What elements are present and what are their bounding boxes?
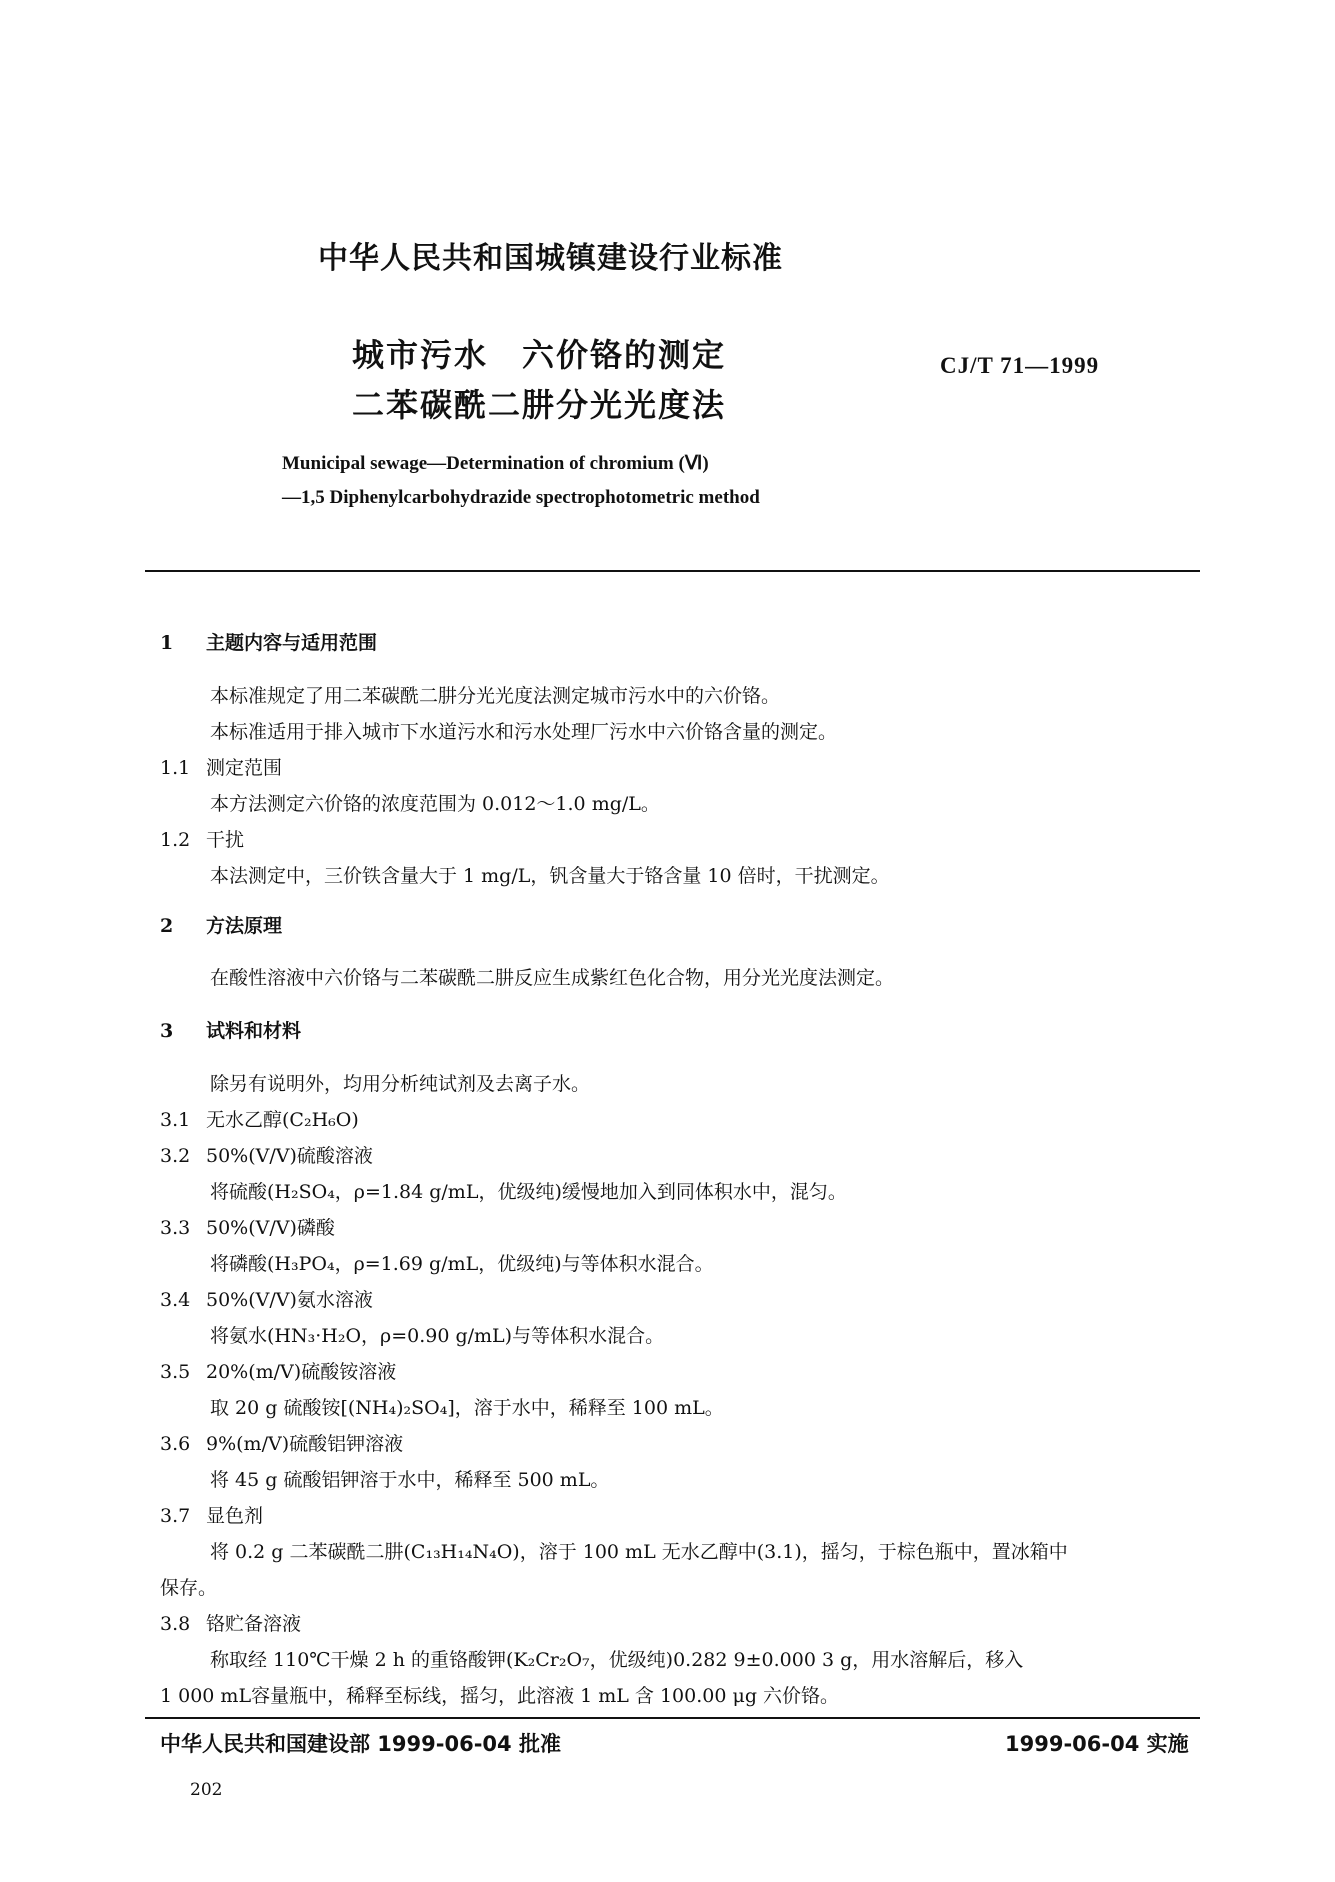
paragraph: 将氨水(HN₃·H₂O，ρ=0.90 g/mL)与等体积水混合。 (210, 1325, 665, 1347)
subsection-3-6-heading (160, 1429, 403, 1456)
paragraph: 称取经 110℃干燥 2 h 的重铬酸钾(K₂Cr₂O₇，优级纯)0.282 9±0.000 3 g，用水溶解后，移入 (210, 1649, 1024, 1671)
section-title: 主题内容与适用范围 (206, 632, 378, 654)
title-line-2: 二苯碳酰二肼分光光度法 (352, 386, 727, 424)
subsection-3-7-heading (160, 1501, 263, 1528)
paragraph: 本法测定中，三价铁含量大于 1 mg/L，钒含量大于铬含量 10 倍时，干扰测定。 (210, 865, 890, 887)
paragraph: 本方法测定六价铬的浓度范围为 0.012～1.0 mg/L。 (210, 793, 660, 815)
subsection-3-8-heading (160, 1609, 301, 1636)
section-title: 50%(V/V)磷酸 (206, 1217, 335, 1239)
title-line-1: 城市污水 六价铬的测定 (352, 336, 727, 374)
section-number: 3.1 (160, 1109, 191, 1131)
english-title-line-2: —1,5 Diphenylcarbohydrazide spectrophotometric method (282, 487, 760, 508)
section-number: 3.3 (160, 1217, 191, 1239)
section-number: 3.2 (160, 1145, 191, 1167)
section-number: 3.7 (160, 1505, 191, 1527)
section-number: 3.8 (160, 1613, 191, 1635)
paragraph: 将硫酸(H₂SO₄，ρ=1.84 g/mL，优级纯)缓慢地加入到同体积水中，混匀。 (210, 1181, 847, 1203)
paragraph: 本标准规定了用二苯碳酰二肼分光光度法测定城市污水中的六价铬。 (210, 685, 781, 707)
subsection-1-2-heading (160, 825, 244, 852)
paragraph: 本标准适用于排入城市下水道污水和污水处理厂污水中六价铬含量的测定。 (210, 721, 838, 743)
paragraph-continuation: 保存。 (160, 1577, 218, 1599)
subsection-3-5-heading (160, 1357, 396, 1384)
standard-code: CJ/T 71—1999 (940, 353, 1100, 378)
section-title: 50%(V/V)硫酸溶液 (206, 1145, 373, 1167)
paragraph: 将磷酸(H₃PO₄，ρ=1.69 g/mL，优级纯)与等体积水混合。 (210, 1253, 714, 1275)
section-title: 9%(m/V)硫酸铝钾溶液 (206, 1433, 404, 1455)
section-title: 20%(m/V)硫酸铵溶液 (206, 1361, 397, 1383)
implementation-date: 1999-06-04 实施 (1005, 1732, 1189, 1756)
section-title: 无水乙醇(C₂H₆O) (206, 1109, 359, 1131)
section-number: 3 (160, 1020, 174, 1042)
section-number: 2 (160, 915, 174, 937)
section-number: 3.5 (160, 1361, 191, 1383)
subsection-3-1-heading (160, 1105, 359, 1132)
section-1-heading (160, 628, 377, 655)
subsection-3-3-heading (160, 1213, 335, 1240)
footer-divider (145, 1717, 1200, 1719)
paragraph: 将 45 g 硫酸铝钾溶于水中，稀释至 500 mL。 (210, 1469, 610, 1491)
standard-org-title: 中华人民共和国城镇建设行业标准 (318, 241, 783, 276)
section-title: 测定范围 (206, 757, 283, 779)
section-number: 1 (160, 632, 174, 654)
section-title: 显色剂 (206, 1505, 264, 1527)
header-divider (145, 570, 1200, 572)
section-number: 1.2 (160, 829, 191, 851)
page-number: 202 (190, 1780, 223, 1800)
paragraph: 除另有说明外，均用分析纯试剂及去离子水。 (210, 1073, 591, 1095)
paragraph: 将 0.2 g 二苯碳酰二肼(C₁₃H₁₄N₄O)，溶于 100 mL 无水乙醇中(3.1)，摇匀，于棕色瓶中，置冰箱中 (210, 1541, 1068, 1563)
section-2-heading (160, 911, 282, 938)
section-title: 方法原理 (206, 915, 283, 937)
paragraph-continuation: 1 000 mL容量瓶中，稀释至标线，摇匀，此溶液 1 mL 含 100.00 μg 六价铬。 (160, 1685, 840, 1707)
section-number: 1.1 (160, 757, 191, 779)
section-title: 50%(V/V)氨水溶液 (206, 1289, 373, 1311)
english-title-line-1: Municipal sewage—Determination of chromium (Ⅵ) (282, 453, 709, 474)
paragraph: 取 20 g 硫酸铵[(NH₄)₂SO₄]，溶于水中，稀释至 100 mL。 (210, 1397, 724, 1419)
section-title: 干扰 (206, 829, 245, 851)
subsection-3-2-heading (160, 1141, 373, 1168)
approval-note: 中华人民共和国建设部 1999-06-04 批准 (160, 1732, 561, 1756)
section-3-heading (160, 1016, 301, 1043)
paragraph: 在酸性溶液中六价铬与二苯碳酰二肼反应生成紫红色化合物，用分光光度法测定。 (210, 967, 895, 989)
section-title: 铬贮备溶液 (206, 1613, 302, 1635)
section-title: 试料和材料 (206, 1020, 302, 1042)
subsection-1-1-heading (160, 753, 282, 780)
section-number: 3.6 (160, 1433, 191, 1455)
subsection-3-4-heading (160, 1285, 373, 1312)
section-number: 3.4 (160, 1289, 191, 1311)
